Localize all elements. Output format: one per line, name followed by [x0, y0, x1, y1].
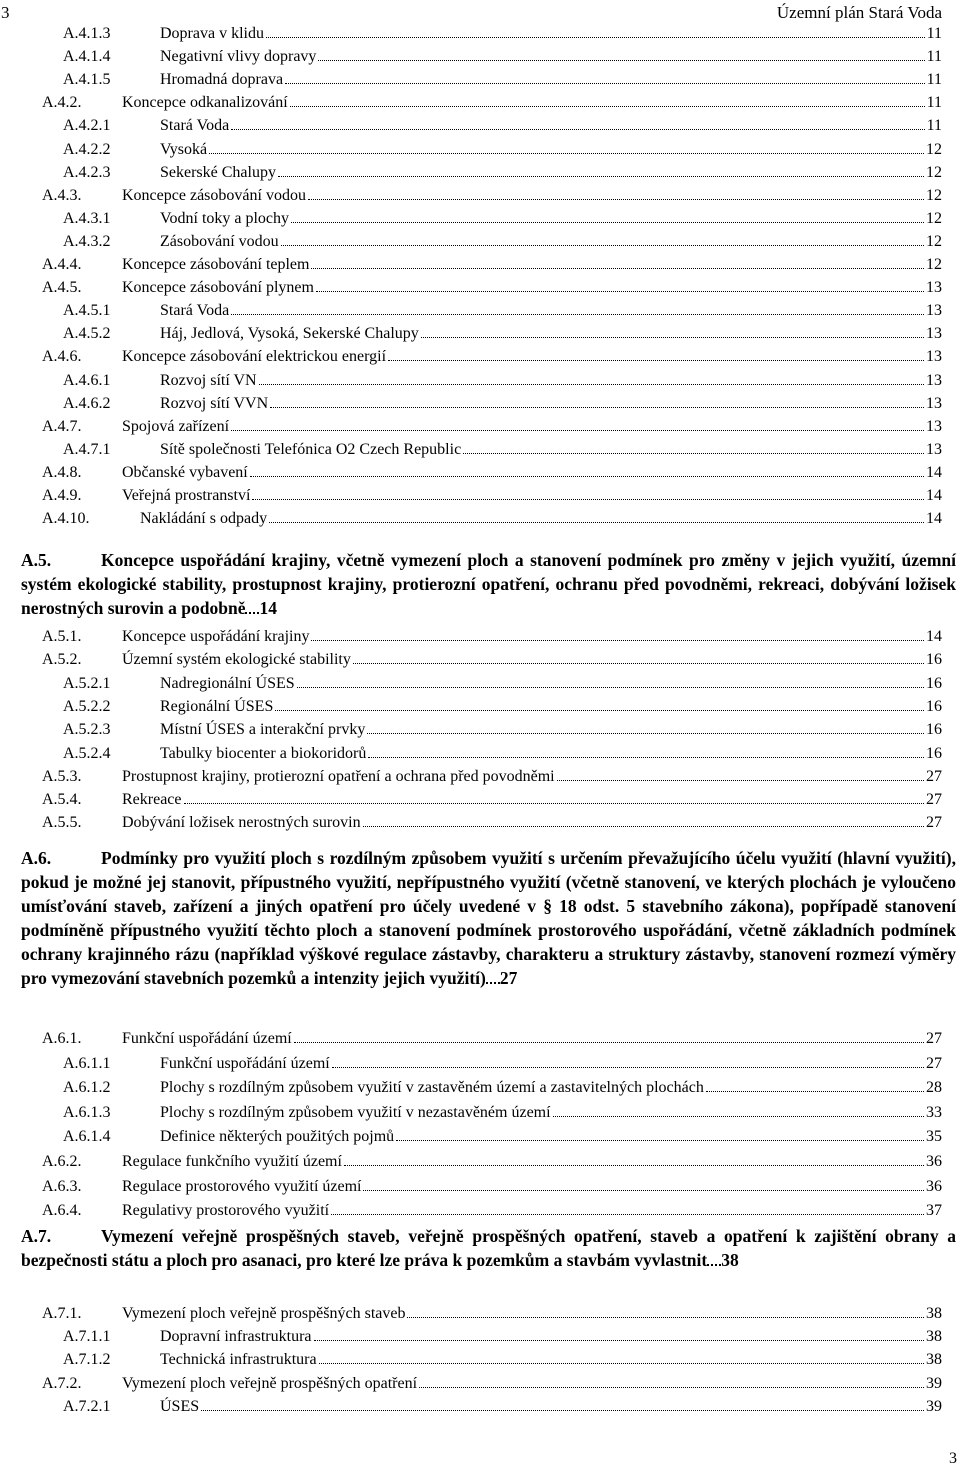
toc-entry-number: A.4.7.1	[63, 440, 111, 458]
toc-entry[interactable]	[63, 1126, 942, 1148]
toc-entry-title: Doprava v klidu	[160, 25, 264, 42]
toc-entry-page: 39	[926, 1374, 942, 1392]
toc-entry-page: 14	[926, 487, 942, 504]
toc-leader-dots	[314, 1326, 924, 1341]
toc-entry-title: Rozvoj sítí VVN	[160, 394, 269, 412]
toc-leader-dots	[290, 92, 925, 107]
toc-entry-page: 12	[926, 232, 942, 250]
toc-entry-page: 12	[926, 209, 942, 227]
toc-leader-dots	[259, 370, 924, 385]
toc-leader-dots	[266, 23, 925, 38]
toc-entry-page: 14	[926, 463, 942, 481]
toc-entry-page: 13	[926, 279, 942, 297]
toc-entry[interactable]	[42, 1176, 942, 1198]
toc-entry-title: Koncepce uspořádání krajiny	[122, 628, 310, 645]
toc-leader-dots	[407, 1303, 924, 1318]
toc-entry-number: A.4.1.5	[63, 71, 111, 89]
toc-entry[interactable]	[63, 696, 942, 718]
toc-leader-dots	[281, 231, 924, 246]
toc-entry-number: A.4.1.4	[63, 48, 111, 66]
toc-entry-number: A.6.3.	[42, 1177, 82, 1195]
toc-entry-page: 13	[926, 394, 942, 412]
toc-entry-number: A.4.10.	[42, 510, 90, 528]
toc-leader-dots	[319, 1349, 924, 1364]
toc-entry-number: A.4.2.2	[63, 140, 111, 158]
toc-entry-number: A.4.5.	[42, 279, 82, 297]
toc-entry-number: A.6.2.	[42, 1153, 82, 1170]
toc-entry[interactable]	[42, 277, 942, 299]
toc-entry-number: A.6.1.1	[63, 1054, 111, 1072]
toc-entry-title: Koncepce zásobování teplem	[122, 256, 310, 273]
toc-entry-title: Regulace prostorového využití území	[122, 1177, 362, 1195]
toc-entry-number: A.5.2.1	[63, 674, 111, 692]
toc-entry[interactable]	[42, 485, 942, 507]
toc-leader-dots	[294, 1028, 924, 1043]
toc-entry-title: Prostupnost krajiny, protierozní opatření a ochrana před povodněmi	[122, 767, 555, 785]
toc-entry-title: Koncepce zásobování elektrickou energií	[122, 348, 387, 366]
toc-entry-page: 16	[926, 721, 942, 739]
toc-entry-number: A.4.2.3	[63, 163, 111, 181]
toc-entry-page: 12	[926, 140, 942, 158]
toc-leader-dots	[184, 789, 924, 804]
toc-entry[interactable]	[63, 1326, 942, 1348]
toc-entry-page: 14	[926, 510, 942, 528]
toc-leader-dots	[318, 46, 924, 61]
toc-leader-dots	[201, 1396, 924, 1411]
toc-entry-number: A.7.1.	[42, 1305, 82, 1322]
toc-entry-number: A.7.2.1	[63, 1397, 111, 1415]
toc-leader-dots	[368, 743, 924, 758]
toc-entry-title: Koncepce zásobování vodou	[122, 186, 306, 204]
toc-leader-dots	[316, 277, 924, 292]
toc-entry-title: Spojová zařízení	[122, 417, 230, 435]
toc-entry-page: 36	[926, 1177, 942, 1195]
toc-leader-dots	[308, 185, 924, 200]
toc-leader-dots	[231, 300, 924, 315]
toc-leader-dots	[353, 649, 924, 664]
toc-entry[interactable]	[42, 812, 942, 834]
toc-leader-dots	[285, 69, 925, 84]
toc-entry[interactable]	[42, 508, 942, 530]
toc-entry-page: 38	[926, 1351, 942, 1369]
toc-entry-title: Nadregionální ÚSES	[160, 674, 295, 692]
toc-entry-title: Nakládání s odpady	[140, 510, 268, 528]
toc-leader-dots	[332, 1053, 924, 1068]
toc-leader-dots	[344, 1151, 924, 1166]
toc-entry-number: A.4.7.	[42, 417, 82, 435]
toc-entry-title: Koncepce odkanalizování	[122, 94, 288, 112]
toc-entry-page: 33	[926, 1103, 942, 1121]
toc-entry-title: Funkční uspořádání území	[122, 1030, 292, 1047]
toc-entry-number: A.5.2.4	[63, 744, 111, 762]
toc-entry-title: Dopravní infrastruktura	[160, 1328, 312, 1346]
toc-entry-number: A.4.8.	[42, 463, 82, 481]
toc-entry-title: Zásobování vodou	[160, 232, 279, 250]
toc-entry-title: Definice některých použitých pojmů	[160, 1128, 395, 1146]
toc-entry-number: A.4.3.	[42, 186, 82, 204]
toc-entry-number: A.6.1.	[42, 1030, 82, 1047]
toc-entry-title: Sekerské Chalupy	[160, 163, 276, 181]
toc-entry-number: A.4.4.	[42, 256, 82, 273]
toc-entry[interactable]	[63, 323, 942, 345]
toc-entry-page: 13	[926, 417, 942, 435]
toc-entry-title: Občanské vybavení	[122, 463, 248, 481]
toc-entry-number: A.4.6.1	[63, 371, 111, 389]
toc-entry-title: Negativní vlivy dopravy	[160, 48, 317, 66]
toc-entry-number: A.4.9.	[42, 487, 82, 504]
toc-entry[interactable]	[42, 789, 942, 811]
toc-entry[interactable]	[63, 1077, 942, 1099]
toc-entry-number: A.5.2.3	[63, 721, 111, 739]
toc-entry[interactable]	[42, 1151, 942, 1173]
toc-leader-dots	[231, 416, 924, 431]
toc-entry-page: 37	[926, 1202, 942, 1220]
toc-entry-number: A.5.5.	[42, 814, 82, 832]
toc-entry[interactable]	[42, 626, 942, 648]
toc-entry-title: Vodní toky a plochy	[160, 209, 290, 227]
toc-entry-page: 35	[926, 1128, 942, 1146]
toc-entry-page: 11	[926, 25, 942, 42]
toc-entry-number: A.5.2.	[42, 651, 82, 669]
toc-leader-dots	[252, 485, 924, 500]
toc-entry-page: 12	[926, 256, 942, 273]
toc-entry-page: 11	[926, 48, 942, 66]
section-a5-heading[interactable]: A.5. Koncepce uspořádání krajiny, včetně vymezení ploch a stanovení podmínek pro změny v jejich využití, územní systém ekologické stability, prostupnost krajiny, protierozní opatření, ochranu před povodněmi, rekreaci, dobývání ložisek nerostných surovin a podobně 14	[21, 550, 956, 618]
toc-entry-page: 16	[926, 744, 942, 762]
toc-entry[interactable]	[63, 46, 942, 68]
toc-entry-page: 16	[926, 651, 942, 669]
toc-entry-page: 38	[926, 1328, 942, 1346]
toc-entry-title: ÚSES	[160, 1397, 200, 1415]
toc-leader-dots	[250, 462, 924, 477]
toc-leader-dots	[278, 162, 924, 177]
toc-entry-page: 36	[926, 1153, 942, 1170]
toc-entry-title: Vysoká	[160, 140, 208, 158]
toc-entry-number: A.4.5.2	[63, 325, 111, 343]
header-document-title: Územní plán Stará Voda	[776, 3, 942, 22]
toc-entry-title: Plochy s rozdílným způsobem využití v nezastavěném území	[160, 1103, 551, 1121]
toc-entry[interactable]	[42, 1303, 942, 1325]
toc-entry-title: Koncepce zásobování plynem	[122, 279, 314, 297]
toc-entry[interactable]	[63, 1349, 942, 1371]
toc-entry-title: Stará Voda	[160, 302, 230, 320]
toc-entry[interactable]	[63, 393, 942, 415]
toc-leader-dots	[706, 1077, 924, 1092]
toc-entry[interactable]	[42, 766, 942, 788]
toc-leader-dots	[419, 1373, 924, 1388]
toc-entry-title: Tabulky biocenter a biokoridorů	[160, 744, 367, 762]
toc-entry[interactable]	[63, 370, 942, 392]
toc-entry[interactable]	[63, 1053, 942, 1075]
toc-entry-number: A.7.1.2	[63, 1351, 111, 1369]
toc-leader-dots	[331, 1200, 924, 1215]
toc-entry-title: Regulativy prostorového využití	[122, 1202, 330, 1220]
toc-leader-dots	[231, 115, 924, 130]
toc-entry-title: Vymezení ploch veřejně prospěšných opatření	[122, 1374, 418, 1392]
toc-leader-dots	[297, 673, 924, 688]
toc-entry-number: A.5.1.	[42, 628, 82, 645]
toc-leader-dots	[367, 719, 924, 734]
toc-entry-title: Územní systém ekologické stability	[122, 651, 351, 669]
toc-entry-page: 27	[926, 767, 942, 785]
toc-entry-title: Veřejná prostranství	[122, 487, 251, 504]
toc-entry[interactable]	[63, 719, 942, 741]
toc-entry-page: 38	[926, 1305, 942, 1322]
toc-entry-number: A.6.4.	[42, 1202, 82, 1220]
toc-entry-page: 27	[926, 791, 942, 809]
toc-entry-page: 11	[926, 71, 942, 89]
toc-entry-title: Plochy s rozdílným způsobem využití v zastavěném území a zastavitelných plochách	[160, 1079, 704, 1097]
header-page-number: 3	[1, 3, 10, 22]
toc-entry[interactable]	[42, 346, 942, 368]
toc-entry-page: 13	[926, 302, 942, 320]
toc-entry-title: Hromadná doprava	[160, 71, 284, 89]
toc-entry-number: A.4.3.2	[63, 232, 111, 250]
toc-entry-page: 13	[926, 348, 942, 366]
toc-entry-number: A.4.1.3	[63, 25, 111, 42]
toc-entry-number: A.4.5.1	[63, 302, 111, 320]
toc-leader-dots	[553, 1102, 924, 1117]
toc-entry-number: A.5.2.2	[63, 697, 111, 715]
toc-leader-dots	[388, 346, 924, 361]
toc-entry-page: 16	[926, 697, 942, 715]
toc-entry[interactable]	[63, 743, 942, 765]
toc-entry[interactable]	[42, 1373, 942, 1395]
toc-entry[interactable]	[63, 69, 942, 91]
toc-leader-dots	[275, 696, 924, 711]
toc-entry[interactable]	[63, 23, 942, 45]
toc-entry-title: Regulace funkčního využití území	[122, 1153, 342, 1170]
toc-entry-title: Rekreace	[122, 791, 182, 809]
toc-entry-page: 27	[926, 1054, 942, 1072]
toc-leader-dots	[463, 439, 924, 454]
toc-leader-dots	[363, 812, 924, 827]
toc-entry-title: Háj, Jedlová, Vysoká, Sekerské Chalupy	[160, 325, 419, 343]
toc-entry-number: A.4.6.	[42, 348, 82, 366]
toc-entry-title: Vymezení ploch veřejně prospěšných staveb	[122, 1305, 406, 1322]
toc-entry-page: 39	[926, 1397, 942, 1415]
toc-entry-title: Místní ÚSES a interakční prvky	[160, 721, 366, 739]
toc-entry[interactable]	[42, 254, 942, 276]
toc-entry[interactable]	[63, 115, 942, 137]
section-a6-heading[interactable]: A.6. Podmínky pro využití ploch s rozdílným způsobem využití s určením převažujícího účelu využití (hlavní využití), pokud je možné jej stanovit, přípustného využití, nepřípustného využití (včetně stanovení, ve kterých plochách je vyloučeno umísťování staveb, zařízení a jiných opatření pro účely uvedené v § 18 odst. 5 stavebního zákona), popřípadě stanovení podmíněně přípustného využití těchto ploch a stanovení podmínek prostorového uspořádání, včetně základních podmínek ochrany krajinného rázu (například výškové regulace zástavby, charakteru a struktury zástavby, stanovení rozmezí výměry pro vymezování stavebních pozemků a intenzity jejich využití) 27	[21, 848, 956, 988]
toc-entry[interactable]	[63, 439, 942, 461]
toc-entry-number: A.5.3.	[42, 767, 82, 785]
toc-leader-dots	[421, 323, 924, 338]
toc-entry-number: A.4.6.2	[63, 394, 111, 412]
toc-entry-number: A.5.4.	[42, 791, 82, 809]
footer-page-number: 3	[949, 1450, 957, 1467]
toc-entry[interactable]	[63, 1396, 942, 1418]
toc-leader-dots	[209, 139, 924, 154]
toc-leader-dots	[363, 1176, 924, 1191]
section-a7-heading[interactable]: A.7. Vymezení veřejně prospěšných staveb, veřejně prospěšných opatření, staveb a opatření k zajištění obrany a bezpečnosti státu a ploch pro asanaci, pro které lze práva k pozemkům a stavbám vyvlastnit 38	[21, 1226, 956, 1270]
toc-entry-number: A.6.1.4	[63, 1128, 111, 1146]
toc-entry-page: 12	[926, 163, 942, 181]
toc-entry-number: A.6.1.2	[63, 1079, 111, 1097]
toc-entry-title: Sítě společnosti Telefónica O2 Czech Republic	[160, 440, 462, 458]
toc-entry-page: 27	[926, 814, 942, 832]
toc-entry[interactable]	[42, 649, 942, 671]
toc-entry[interactable]	[63, 208, 942, 230]
toc-entry[interactable]	[63, 673, 942, 695]
toc-entry[interactable]	[42, 1200, 942, 1222]
toc-leader-dots	[311, 626, 924, 641]
toc-leader-dots	[291, 208, 924, 223]
toc-entry-number: A.7.2.	[42, 1374, 82, 1392]
toc-entry-title: Technická infrastruktura	[160, 1351, 317, 1369]
toc-entry[interactable]	[63, 300, 942, 322]
toc-entry-page: 13	[926, 440, 942, 458]
toc-entry-title: Dobývání ložisek nerostných surovin	[122, 814, 361, 832]
toc-entry-page: 11	[926, 117, 942, 135]
toc-leader-dots	[311, 254, 924, 269]
toc-entry-number: A.4.2.1	[63, 117, 111, 135]
toc-leader-dots	[396, 1126, 924, 1141]
toc-entry[interactable]	[63, 162, 942, 184]
toc-leader-dots	[270, 393, 924, 408]
toc-entry-number: A.7.1.1	[63, 1328, 111, 1346]
toc-entry-page: 11	[926, 94, 942, 112]
toc-entry-page: 13	[926, 371, 942, 389]
toc-entry-number: A.6.1.3	[63, 1103, 111, 1121]
toc-entry-number: A.4.2.	[42, 94, 82, 112]
toc-entry[interactable]	[42, 1028, 942, 1050]
toc-entry-page: 12	[926, 186, 942, 204]
toc-entry-title: Stará Voda	[160, 117, 230, 135]
toc-entry-page: 28	[926, 1079, 942, 1097]
toc-entry[interactable]	[42, 92, 942, 114]
toc-entry-page: 14	[926, 628, 942, 645]
toc-entry[interactable]	[42, 462, 942, 484]
toc-entry-title: Funkční uspořádání území	[160, 1054, 330, 1072]
toc-entry[interactable]	[42, 185, 942, 207]
toc-entry-title: Rozvoj sítí VN	[160, 371, 257, 389]
toc-leader-dots	[269, 508, 924, 523]
toc-entry[interactable]	[63, 231, 942, 253]
toc-entry[interactable]	[42, 416, 942, 438]
toc-entry[interactable]	[63, 139, 942, 161]
toc-entry-title: Regionální ÚSES	[160, 697, 274, 715]
toc-entry[interactable]	[63, 1102, 942, 1124]
toc-leader-dots	[557, 766, 924, 781]
toc-entry-page: 13	[926, 325, 942, 343]
toc-entry-number: A.4.3.1	[63, 209, 111, 227]
toc-entry-page: 16	[926, 674, 942, 692]
toc-entry-page: 27	[926, 1030, 942, 1047]
